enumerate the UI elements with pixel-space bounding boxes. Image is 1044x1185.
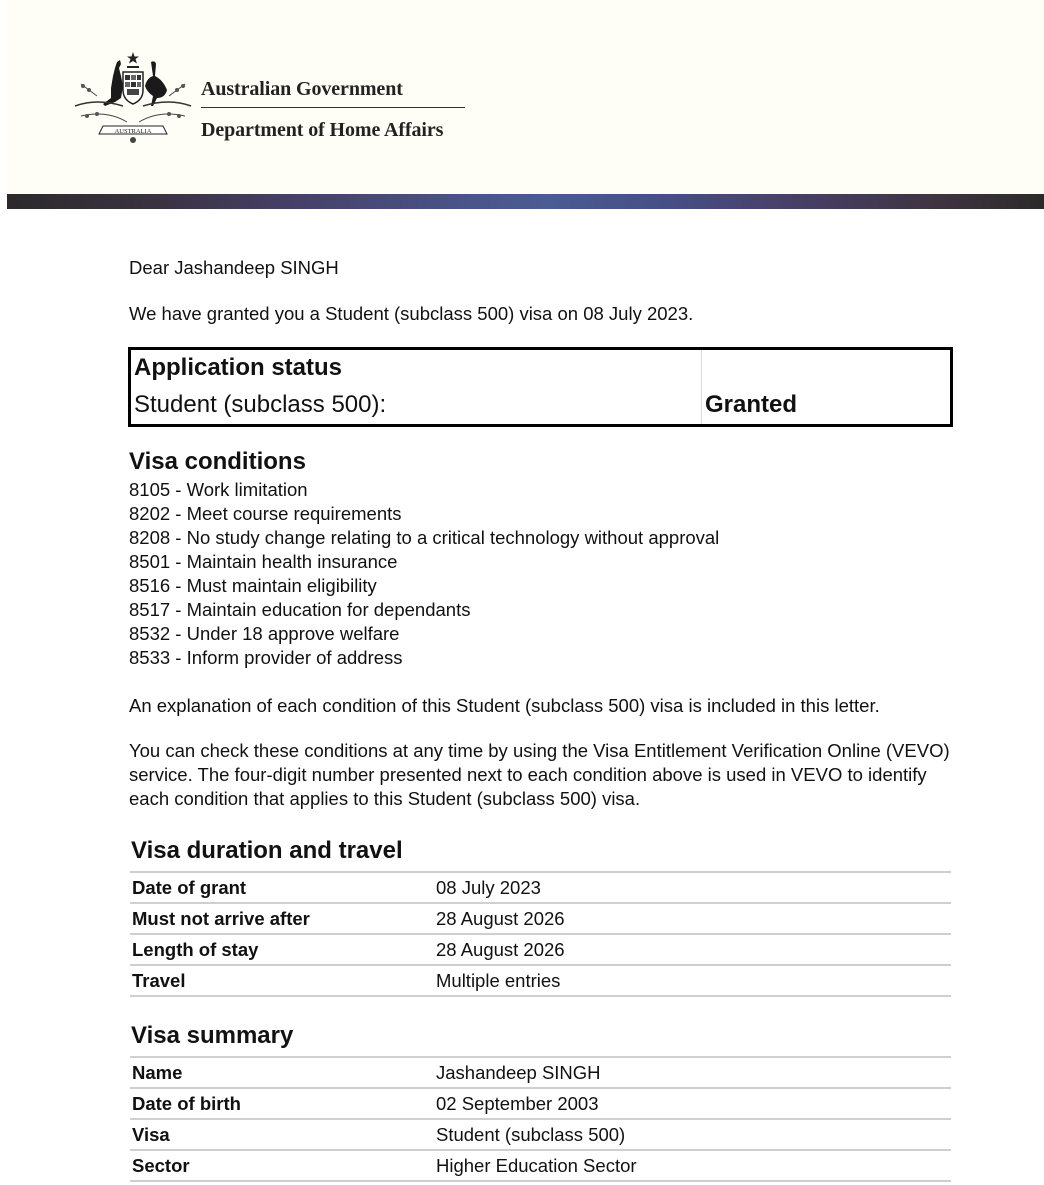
row-label: Visa bbox=[130, 1119, 434, 1150]
conditions-explanation: An explanation of each condition of this Student (subclass 500) visa is included in this letter. bbox=[129, 695, 880, 716]
condition-item: 8202 - Meet course requirements bbox=[129, 503, 402, 524]
row-value: 02 September 2003 bbox=[434, 1088, 951, 1119]
condition-item: 8516 - Must maintain eligibility bbox=[129, 575, 377, 596]
table-row bbox=[130, 903, 951, 934]
greeting: Dear Jashandeep SINGH bbox=[129, 257, 339, 278]
row-label: Sector bbox=[130, 1150, 434, 1181]
row-value: Multiple entries bbox=[434, 965, 951, 996]
row-value: Higher Education Sector bbox=[434, 1150, 951, 1181]
condition-item: 8105 - Work limitation bbox=[129, 479, 308, 500]
table-row bbox=[130, 1057, 951, 1088]
header-accent-bar bbox=[7, 194, 1044, 209]
government-name: Australian Government bbox=[201, 78, 403, 100]
condition-item: 8532 - Under 18 approve welfare bbox=[129, 623, 400, 644]
condition-item: 8533 - Inform provider of address bbox=[129, 647, 403, 668]
application-status-box bbox=[128, 347, 953, 427]
table-row bbox=[130, 934, 951, 965]
application-status-value: Granted bbox=[705, 391, 798, 418]
visa-summary-title: Visa summary bbox=[131, 1022, 294, 1049]
application-status-title: Application status bbox=[134, 354, 343, 381]
table-row bbox=[130, 1088, 951, 1119]
table-row bbox=[130, 1150, 951, 1181]
row-value: 28 August 2026 bbox=[434, 934, 951, 965]
visa-summary-table bbox=[130, 1056, 951, 1182]
status-column-divider bbox=[701, 350, 702, 424]
row-value: Student (subclass 500) bbox=[434, 1119, 951, 1150]
svg-text:AUSTRALIA: AUSTRALIA bbox=[114, 128, 152, 135]
row-label: Travel bbox=[130, 965, 434, 996]
row-value: 28 August 2026 bbox=[434, 903, 951, 934]
row-value: 08 July 2023 bbox=[434, 872, 951, 903]
application-status-label: Student (subclass 500): bbox=[134, 391, 387, 418]
table-row bbox=[130, 1119, 951, 1150]
letterhead bbox=[7, 0, 1044, 194]
duration-travel-table bbox=[130, 871, 951, 997]
row-value: Jashandeep SINGH bbox=[434, 1057, 951, 1088]
condition-item: 8501 - Maintain health insurance bbox=[129, 551, 398, 572]
condition-item: 8208 - No study change relating to a critical technology without approval bbox=[129, 527, 720, 548]
table-row bbox=[130, 872, 951, 903]
department-name: Department of Home Affairs bbox=[201, 119, 444, 141]
row-label: Date of birth bbox=[130, 1088, 434, 1119]
row-label: Date of grant bbox=[130, 872, 434, 903]
duration-travel-title: Visa duration and travel bbox=[131, 837, 403, 864]
row-label: Name bbox=[130, 1057, 434, 1088]
header-rule bbox=[201, 107, 465, 108]
row-label: Must not arrive after bbox=[130, 903, 434, 934]
visa-conditions-title: Visa conditions bbox=[129, 448, 306, 475]
table-row bbox=[130, 965, 951, 996]
grant-statement: We have granted you a Student (subclass 500) visa on 08 July 2023. bbox=[129, 303, 694, 324]
row-label: Length of stay bbox=[130, 934, 434, 965]
vevo-note: You can check these conditions at any time by using the Visa Entitlement Verification Online (VEVO) service. The four-digit number presented next to each condition above is used in VEVO to identify each condition that applies to this Student (subclass 500) visa. bbox=[129, 740, 950, 809]
condition-item: 8517 - Maintain education for dependants bbox=[129, 599, 471, 620]
coat-of-arms-icon bbox=[67, 50, 199, 146]
visa-conditions-list bbox=[129, 478, 719, 670]
